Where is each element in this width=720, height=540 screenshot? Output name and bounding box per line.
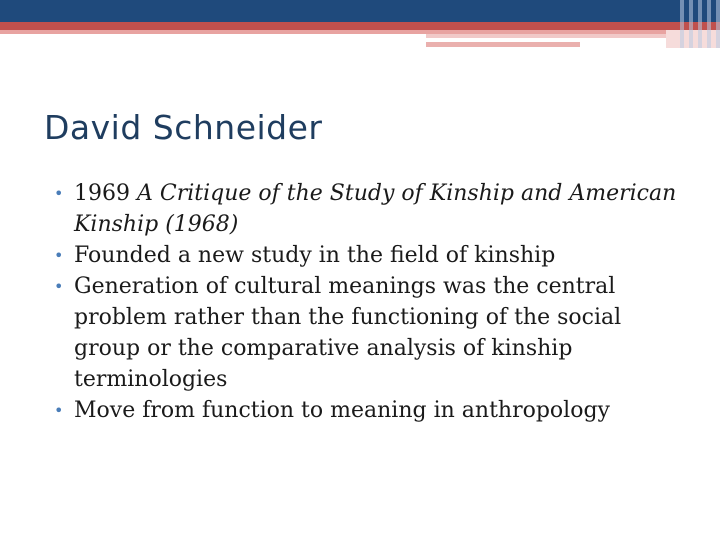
- header-corner-stripes: [680, 0, 720, 48]
- bullet-dot-icon: •: [54, 401, 64, 420]
- bullet-text: Founded a new study in the field of kinship: [74, 243, 556, 268]
- bullet-dot-icon: •: [54, 277, 64, 296]
- bullet-dot-icon: •: [54, 246, 64, 265]
- header-band-red: [0, 22, 720, 30]
- header-band-navy: [0, 0, 720, 22]
- bullet-item: [54, 178, 684, 240]
- slide-title: David Schneider: [44, 108, 323, 147]
- header-band-pink-accent-short: [426, 42, 580, 47]
- bullet-list: [54, 178, 684, 426]
- header-band-pink-accent: [426, 34, 666, 38]
- bullet-item: [54, 240, 684, 271]
- bullet-text: 1969: [74, 181, 137, 206]
- bullet-dot-icon: •: [54, 184, 64, 203]
- bullet-text: Generation of cultural meanings was the central problem rather than the functioning of the social group or the comparative analysis of kinship terminologies: [74, 274, 622, 392]
- bullet-item: [54, 271, 684, 395]
- bullet-italic-text: A Critique of the Study of Kinship and American Kinship (1968): [74, 181, 677, 237]
- bullet-text: Move from function to meaning in anthropology: [74, 398, 610, 423]
- bullet-item: [54, 395, 684, 426]
